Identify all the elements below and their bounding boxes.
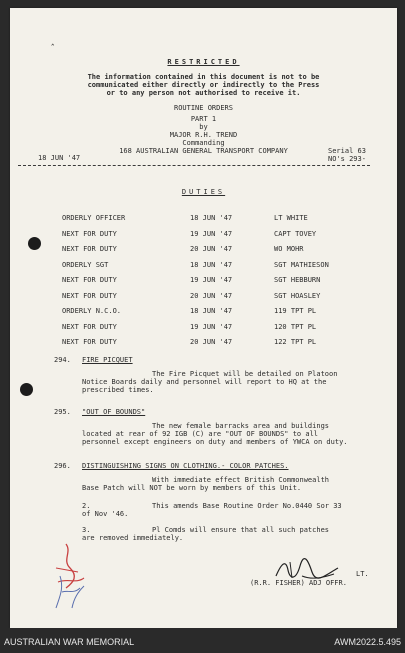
duty-row-name: 119 TPT PL (274, 307, 317, 315)
order-numbers: NO's 293- (328, 155, 366, 163)
duty-row-role: ORDERLY N.C.O. (62, 307, 122, 315)
item-295-line-3: personnel except engineers on duty and members of YWCA on duty. (82, 438, 348, 446)
duties-heading: DUTIES (181, 188, 226, 196)
serial-number: Serial 63 (328, 147, 366, 155)
signature-rank: LT. (356, 570, 369, 578)
orders-part: PART 1 (190, 115, 217, 123)
item-296-p2-number: 2. (82, 502, 91, 510)
item-295-line-1: The new female barracks area and buildings (152, 422, 330, 430)
duty-row-role: ORDERLY SGT (62, 260, 109, 269)
item-294-line-1: The Fire Picquet will be detailed on Platoon (152, 370, 338, 378)
duty-row-date: 18 JUN '47 (190, 307, 233, 315)
item-296-p3-line-2: are removed immediately. (82, 534, 184, 542)
item-294-number: 294. (54, 356, 71, 364)
pen-mark: ˆ (50, 44, 56, 54)
item-296-p3-line-1: Pl Comds will ensure that all such patches (152, 526, 330, 534)
duty-row-date: 19 JUN '47 (190, 322, 233, 331)
item-296-p1-line-2: Base Patch will NOT be worn by members of this Unit. (82, 484, 302, 492)
duty-row-name: CAPT TOVEY (274, 229, 317, 238)
duty-row-date: 18 JUN '47 (190, 260, 233, 269)
item-296-p3-number: 3. (82, 526, 91, 534)
notice-line-3: or to any person not authorised to receive it. (106, 89, 301, 97)
blue-ink-annotation (50, 568, 90, 614)
item-294-line-2: Notice Boards daily and personnel will report to HQ at the (82, 378, 327, 386)
archive-footer (0, 628, 405, 653)
duty-row-role: NEXT FOR DUTY (62, 322, 117, 331)
document-page (10, 8, 397, 628)
item-296-title: DISTINGUISHING SIGNS ON CLOTHING.- COLOR PATCHES. (82, 462, 289, 470)
unit-name: 168 AUSTRALIAN GENERAL TRANSPORT COMPANY (119, 147, 288, 155)
duty-row-name: 120 TPT PL (274, 322, 317, 331)
duty-row-role: NEXT FOR DUTY (62, 338, 117, 346)
duty-row-name: LT WHITE (274, 214, 308, 222)
duty-row-date: 19 JUN '47 (190, 229, 233, 238)
commanding-officer: MAJOR R.H. TREND (169, 131, 238, 139)
footer-accession-number: AWM2022.5.495 (334, 637, 401, 647)
notice-line-2: communicated either directly or indirectly to the Press (87, 81, 320, 89)
item-296-p2-line-2: of Nov '46. (82, 510, 129, 518)
item-294-title: FIRE PICQUET (82, 356, 133, 364)
duty-row-date: 19 JUN '47 (190, 276, 233, 284)
duty-row-role: NEXT FOR DUTY (62, 229, 117, 238)
footer-institution: AUSTRALIAN WAR MEMORIAL (4, 637, 135, 647)
duty-row-date: 20 JUN '47 (190, 245, 233, 253)
classification-heading: RESTRICTED (167, 58, 240, 66)
duty-row-date: 20 JUN '47 (190, 338, 233, 346)
orders-title: ROUTINE ORDERS (173, 104, 233, 112)
signature-name: (R.R. FISHER) ADJ OFFR. (250, 579, 347, 587)
duty-row-name: SGT HOASLEY (274, 291, 321, 300)
order-date: 18 JUN '47 (38, 154, 81, 162)
duty-row-name: SGT MATHIESON (274, 260, 329, 269)
duty-row-name: SGT HEBBURN (274, 276, 321, 284)
item-296-p2-line-1: This amends Base Routine Order No.0440 Sor 33 (152, 502, 342, 510)
item-294-line-3: prescribed times. (82, 386, 154, 394)
orders-by: by (199, 123, 208, 131)
notice-line-1: The information contained in this document is not to be (87, 73, 320, 81)
duty-row-name: WO MOHR (274, 245, 304, 253)
item-295-line-2: located at rear of 92 IGB (C) are "OUT OF BOUNDS" to all (82, 430, 319, 438)
separator-line (18, 165, 370, 166)
duty-row-role: NEXT FOR DUTY (62, 291, 117, 300)
duty-row-date: 18 JUN '47 (190, 214, 233, 222)
duty-row-date: 20 JUN '47 (190, 291, 233, 300)
item-295-number: 295. (54, 408, 71, 416)
duty-row-role: NEXT FOR DUTY (62, 276, 117, 284)
duty-row-name: 122 TPT PL (274, 338, 317, 346)
commanding-role: Commanding (182, 139, 225, 147)
punch-hole-top (28, 237, 41, 250)
item-296-p1-line-1: With immediate effect British Commonwealth (152, 476, 330, 484)
item-296-number: 296. (54, 462, 71, 470)
item-295-title: "OUT OF BOUNDS" (82, 408, 146, 416)
duty-row-role: NEXT FOR DUTY (62, 245, 117, 253)
duty-row-role: ORDERLY OFFICER (62, 214, 126, 222)
punch-hole-bottom (20, 383, 33, 396)
